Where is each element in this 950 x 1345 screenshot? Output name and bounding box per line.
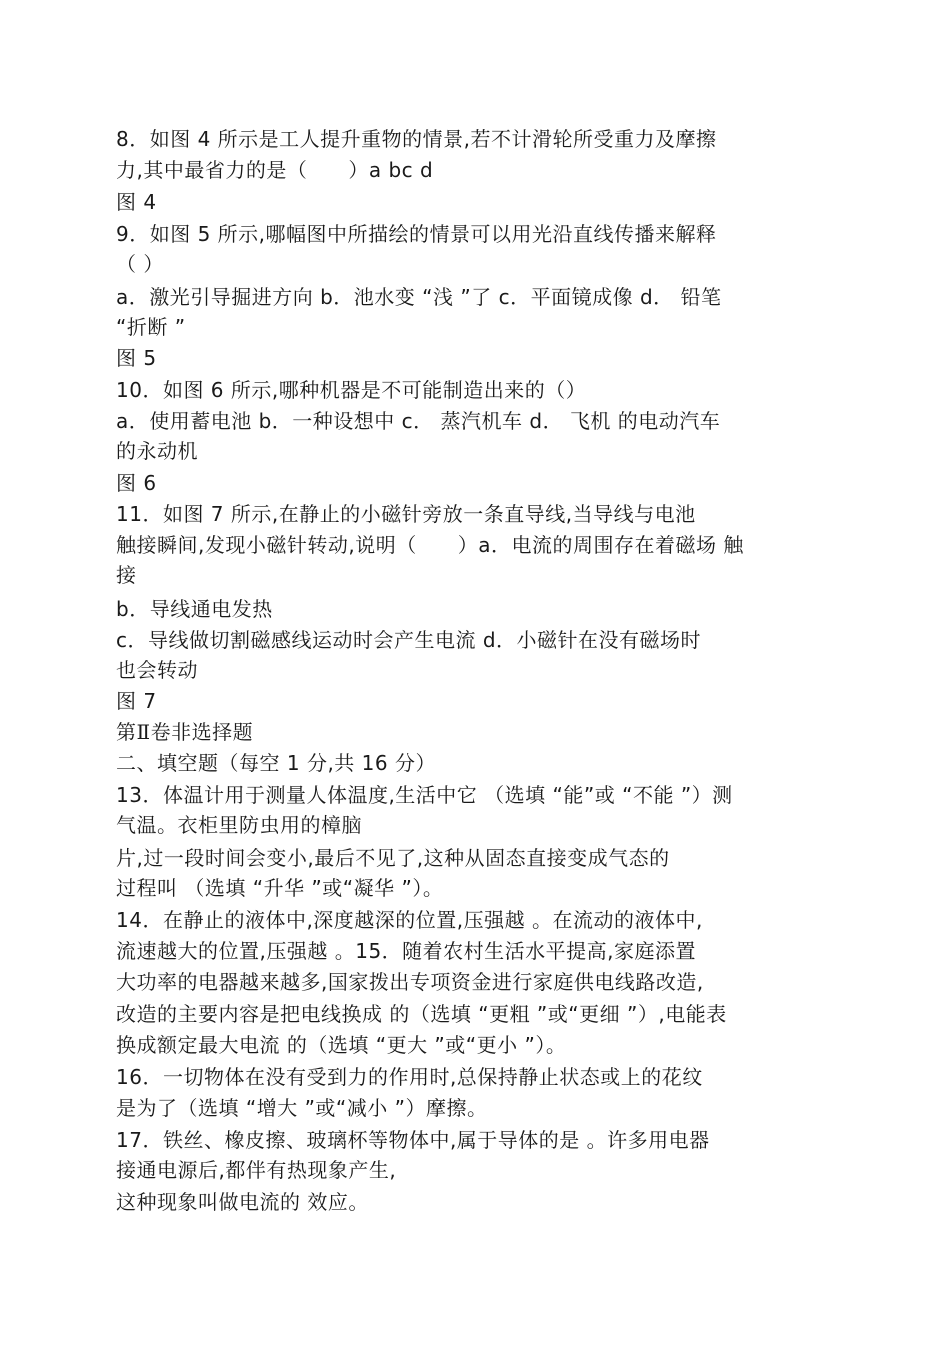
q9-line-1: 9．如图 5 所示,哪幅图中所描绘的情景可以用光沿直线传播来解释: [116, 222, 717, 246]
q9-options: a．激光引导掘进方向 b．池水变 “浅 ”了 c．平面镜成像 d． 铅笔: [116, 285, 722, 309]
q16-line-1: 16．一切物体在没有受到力的作用时,总保持静止状态或上的花纹: [116, 1065, 703, 1089]
q9-options-cont: “折断 ”: [116, 315, 186, 339]
figure-6-caption: 图 6: [116, 471, 157, 495]
q16-line-2: 是为了（选填 “增大 ”或“减小 ”）摩擦。: [116, 1096, 488, 1120]
q11-line-2: 触接瞬间,发现小磁针转动,说明（ ）a．电流的周围存在着磁场 触: [116, 533, 744, 557]
fill-blank-heading: 二、填空题（每空 1 分,共 16 分）: [116, 751, 436, 775]
figure-7-caption: 图 7: [116, 689, 157, 713]
q14-q15-line: 流速越大的位置,压强越 。15．随着农村生活水平提高,家庭添置: [116, 939, 697, 963]
q11-line-1: 11．如图 7 所示,在静止的小磁针旁放一条直导线,当导线与电池: [116, 502, 696, 526]
q13-line-3: 片,过一段时间会变小,最后不见了,这种从固态直接变成气态的: [116, 846, 670, 870]
q10-line-1: 10．如图 6 所示,哪种机器是不可能制造出来的（）: [116, 378, 587, 402]
q9-line-2: （ ）: [116, 252, 164, 276]
section-heading: 第Ⅱ卷非选择题: [116, 720, 254, 744]
q13-line-2: 气温。衣柜里防虫用的樟脑: [116, 813, 362, 837]
q11-options-cd: c．导线做切割磁感线运动时会产生电流 d．小磁针在没有磁场时: [116, 628, 702, 652]
q8-line-2: 力,其中最省力的是（ ）a bc d: [116, 158, 434, 182]
q13-line-1: 13．体温计用于测量人体温度,生活中它 （选填 “能”或 “不能 ”）测: [116, 783, 733, 807]
q17-line-1: 17．铁丝、橡皮擦、玻璃杯等物体中,属于导体的是 。许多用电器: [116, 1128, 710, 1152]
figure-4-caption: 图 4: [116, 190, 157, 214]
q10-options-cont: 的永动机: [116, 439, 198, 463]
q13-line-4: 过程叫 （选填 “升华 ”或“凝华 ”）。: [116, 876, 444, 900]
q10-options: a．使用蓄电池 b．一种设想中 c． 蒸汽机车 d． 飞机 的电动汽车: [116, 409, 721, 433]
q17-line-3: 这种现象叫做电流的 效应。: [116, 1190, 369, 1214]
q15-line-2: 大功率的电器越来越多,国家拨出专项资金进行家庭供电线路改造,: [116, 970, 704, 994]
q11-options-cont: 也会转动: [116, 658, 198, 682]
q14-line-1: 14．在静止的液体中,深度越深的位置,压强越 。在流动的液体中,: [116, 908, 703, 932]
q11-line-3: 接: [116, 563, 137, 587]
q11-option-b: b．导线通电发热: [116, 597, 273, 621]
q17-line-2: 接通电源后,都伴有热现象产生,: [116, 1158, 397, 1182]
q8-line-1: 8．如图 4 所示是工人提升重物的情景,若不计滑轮所受重力及摩擦: [116, 127, 717, 151]
q15-line-4: 换成额定最大电流 的（选填 “更大 ”或“更小 ”）。: [116, 1033, 567, 1057]
figure-5-caption: 图 5: [116, 346, 157, 370]
q15-line-3: 改造的主要内容是把电线换成 的（选填 “更粗 ”或“更细 ”）,电能表: [116, 1002, 727, 1026]
